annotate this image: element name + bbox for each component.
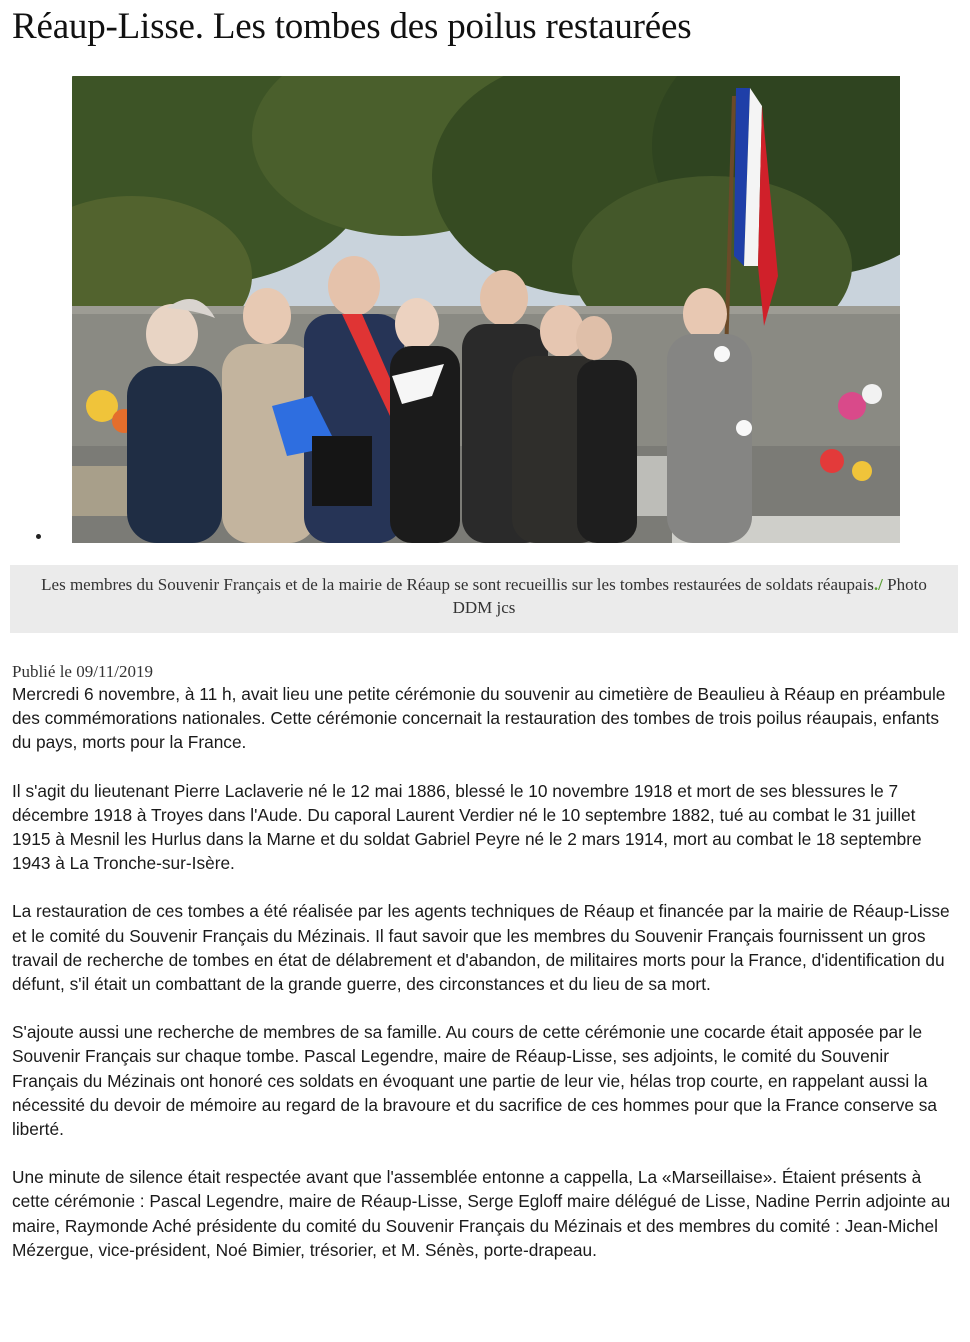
photo-caption — [10, 565, 958, 633]
article-title: Réaup-Lisse. Les tombes des poilus restaurées — [12, 6, 692, 47]
photo-credit: Photo DDM jcs — [452, 575, 927, 617]
article-body — [12, 682, 958, 1286]
article-photo — [72, 76, 900, 543]
caption-mark: ./ — [873, 575, 883, 594]
paragraph-3: La restauration de ces tombes a été réalisée par les agents techniques de Réaup et financée par la mairie de Réaup-Lisse et le comité du Souvenir Français du Mézinais. Il faut savoir que les membres du Souvenir Français fournissent un gros travail de recherche de tombes en état de délabrement et d'abandon, de militaires morts pour la France, d'identification du défunt, s'il était un combattant de la grande guerre, des circonstances et du lieu de sa mort. — [12, 901, 950, 995]
publication-date: Publié le 09/11/2019 — [12, 662, 154, 681]
paragraph-4: S'ajoute aussi une recherche de membres de sa famille. Au cours de cette cérémonie une cocarde était apposée par le Souvenir Français sur chaque tombe. Pascal Legendre, maire de Réaup-Lisse, ses adjoints, le comité du Souvenir Français du Mézinais ont honoré ces soldats en évoquant une partie de leur vie, hélas trop courte, en rappelant aussi la nécessité du devoir de mémoire au regard de la bravoure et du sacrifice de ces hommes pour que la France conserve sa liberté. — [12, 1022, 938, 1140]
caption-text: Les membres du Souvenir Français et de la mairie de Réaup se sont recueillis sur les tombes restaurées de soldats réaupais — [41, 575, 874, 594]
list-bullet — [36, 534, 41, 539]
paragraph-5: Une minute de silence était respectée avant que l'assemblée entonne a cappella, La «Marseillaise». Étaient présents à cette cérémonie : Pascal Legendre, maire de Réaup-Lisse, Serge Egloff maire délégué de Lisse, Nadine Perrin adjointe au maire, Raymonde Aché présidente du comité du Souvenir Français du Mézinais et des membres du comité : Jean-Michel Mézergue, vice-président, Noé Bimier, trésorier, et M. Sénès, porte-drapeau. — [12, 1167, 951, 1260]
paragraph-1: Mercredi 6 novembre, à 11 h, avait lieu une petite cérémonie du souvenir au cimetière de Beaulieu à Réaup en préambule des commémorations nationales. Cette cérémonie concernait la restauration des tombes de trois poilus réaupais, enfants du pays, morts pour la France. — [12, 684, 946, 753]
paragraph-2: Il s'agit du lieutenant Pierre Laclaverie né le 12 mai 1886, blessé le 10 novembre 1918 et mort de ses blessures le 7 décembre 1918 à Troyes dans l'Aude. Du caporal Laurent Verdier né le 10 septembre 1882, tué au combat le 31 juillet 1915 à Mesnil les Hurlus dans la Marne et du soldat Gabriel Peyre né le 2 mars 1914, mort au combat le 18 septembre 1943 à La Tronche-sur-Isère. — [12, 780, 922, 874]
